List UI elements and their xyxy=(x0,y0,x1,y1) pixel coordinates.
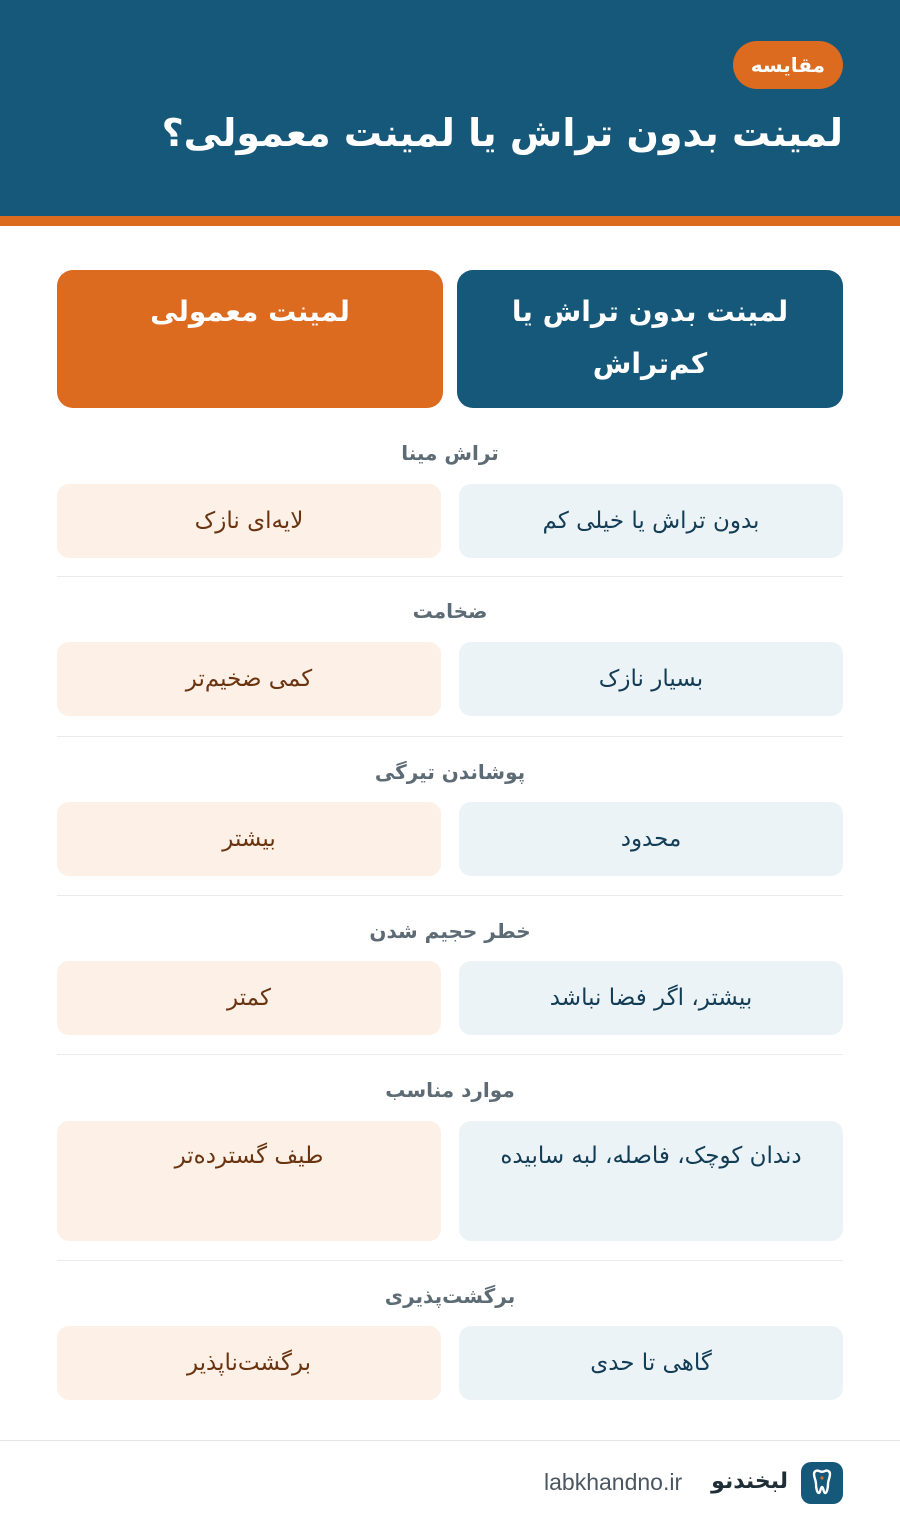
cell-no-prep: بدون تراش یا خیلی کم xyxy=(459,484,843,558)
page-header xyxy=(0,0,900,216)
row-divider xyxy=(57,895,843,896)
category-badge: مقایسه xyxy=(733,41,843,89)
tooth-icon xyxy=(801,1462,843,1504)
cell-conventional: کمتر xyxy=(57,961,441,1035)
footer-divider xyxy=(0,1440,900,1441)
row-divider xyxy=(57,736,843,737)
cell-no-prep: محدود xyxy=(459,802,843,876)
row-label: برگشت‌پذیری xyxy=(384,1284,516,1308)
row-divider xyxy=(57,576,843,577)
page-title: لمینت بدون تراش یا لمینت معمولی؟ xyxy=(161,111,843,155)
cell-conventional: برگشت‌ناپذیر xyxy=(57,1326,441,1400)
row-divider xyxy=(57,1260,843,1261)
header-accent-stripe xyxy=(0,216,900,226)
column-header-conventional: لمینت معمولی xyxy=(57,270,443,408)
row-label: موارد مناسب xyxy=(385,1078,515,1102)
row-label: خطر حجیم شدن xyxy=(369,919,531,943)
cell-no-prep: دندان کوچک، فاصله، لبه سابیده xyxy=(459,1121,843,1241)
column-header-no-prep: لمینت بدون تراش یا کم‌تراش xyxy=(457,270,843,408)
cell-conventional: بیشتر xyxy=(57,802,441,876)
cell-no-prep: گاهی تا حدی xyxy=(459,1326,843,1400)
cell-conventional: طیف گسترده‌تر xyxy=(57,1121,441,1241)
row-label: تراش مینا xyxy=(401,441,499,465)
site-url[interactable]: labkhandno.ir xyxy=(544,1469,683,1495)
cell-conventional: کمی ضخیم‌تر xyxy=(57,642,441,716)
brand-name: لبخندنو xyxy=(711,1469,788,1494)
cell-no-prep: بیشتر، اگر فضا نباشد xyxy=(459,961,843,1035)
row-divider xyxy=(57,1054,843,1055)
row-label: ضخامت xyxy=(412,599,488,623)
cell-no-prep: بسیار نازک xyxy=(459,642,843,716)
cell-conventional: لایه‌ای نازک xyxy=(57,484,441,558)
row-label: پوشاندن تیرگی xyxy=(374,760,526,784)
